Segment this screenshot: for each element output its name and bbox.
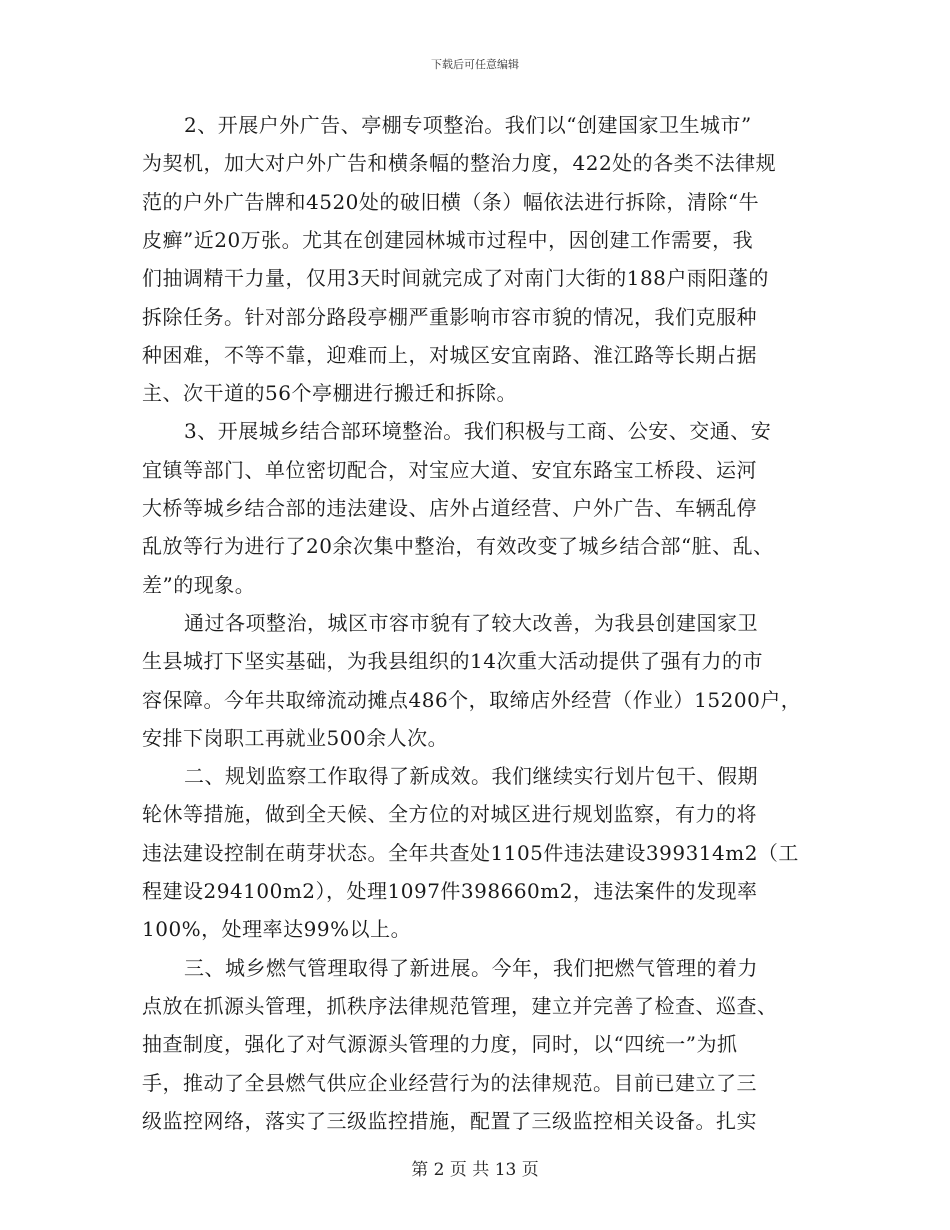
text-line: 宜镇等部门、单位密切配合，对宝应大道、安宜东路宝工桥段、运河 bbox=[142, 457, 757, 482]
text-line: 大桥等城乡结合部的违法建设、店外占道经营、户外广告、车辆乱停 bbox=[142, 496, 757, 520]
text-line: 为契机，加大对户外广告和横条幅的整治力度，422处的各类不法律规 bbox=[142, 151, 777, 176]
text-line: 手，推动了全县燃气供应企业经营行为的法律规范。目前已建立了三 bbox=[142, 1070, 757, 1095]
page-number: 第 2 页 共 13 页 bbox=[411, 1160, 539, 1180]
text-line: 安排下岗职工再就业500余人次。 bbox=[142, 725, 449, 750]
text-line: 范的户外广告牌和4520处的破旧横（条）幅依法进行拆除，清除“牛 bbox=[142, 189, 760, 214]
text-line: 2、开展户外广告、亭棚专项整治。我们以“创建国家卫生城市” bbox=[184, 113, 752, 137]
text-line: 3、开展城乡结合部环境整治。我们积极与工商、公安、交通、安 bbox=[184, 419, 772, 444]
text-line: 主、次干道的56个亭棚进行搬迁和拆除。 bbox=[142, 381, 517, 406]
text-line: 容保障。今年共取缔流动摊点486个，取缔店外经营（作业）15200户， bbox=[142, 687, 802, 712]
text-line: 三、城乡燃气管理取得了新进展。今年，我们把燃气管理的着力 bbox=[184, 955, 758, 980]
text-line: 们抽调精干力量，仅用3天时间就完成了对南门大街的188户雨阳蓬的 bbox=[142, 266, 769, 291]
text-line: 拆除任务。针对部分路段亭棚严重影响市容市貌的情况，我们克服种 bbox=[142, 304, 757, 329]
text-line: 种困难，不等不靠，迎难而上，对城区安宜南路、淮江路等长期占据 bbox=[142, 342, 757, 367]
text-line: 二、规划监察工作取得了新成效。我们继续实行划片包干、假期 bbox=[184, 764, 758, 789]
header-note: 下载后可任意编辑 bbox=[431, 58, 519, 71]
text-line: 程建设294100m2），处理1097件398660m2，违法案件的发现率 bbox=[142, 879, 758, 903]
text-line: 抽查制度，强化了对气源源头管理的力度，同时，以“四统一”为抓 bbox=[142, 1032, 738, 1057]
text-line: 点放在抓源头管理，抓秩序法律规范管理，建立并完善了检查、巡查、 bbox=[142, 993, 778, 1018]
text-line: 违法建设控制在萌芽状态。全年共查处1105件违法建设399314m2（工 bbox=[142, 840, 799, 865]
text-line: 差”的现象。 bbox=[142, 572, 256, 597]
text-line: 100%，处理率达99%以上。 bbox=[142, 917, 412, 942]
text-line: 乱放等行为进行了20余次集中整治，有效改变了城乡结合部“脏、乱、 bbox=[142, 534, 774, 559]
text-line: 生县城打下坚实基础，为我县组织的14次重大活动提供了强有力的市 bbox=[142, 649, 763, 674]
text-line: 皮癣”近20万张。尤其在创建园林城市过程中，因创建工作需要，我 bbox=[142, 227, 754, 252]
text-line: 通过各项整治，城区市容市貌有了较大改善，为我县创建国家卫 bbox=[184, 610, 758, 635]
text-line: 轮休等措施，做到全天候、全方位的对城区进行规划监察，有力的将 bbox=[142, 802, 757, 827]
text-line: 级监控网络，落实了三级监控措施，配置了三级监控相关设备。扎实 bbox=[142, 1108, 757, 1133]
